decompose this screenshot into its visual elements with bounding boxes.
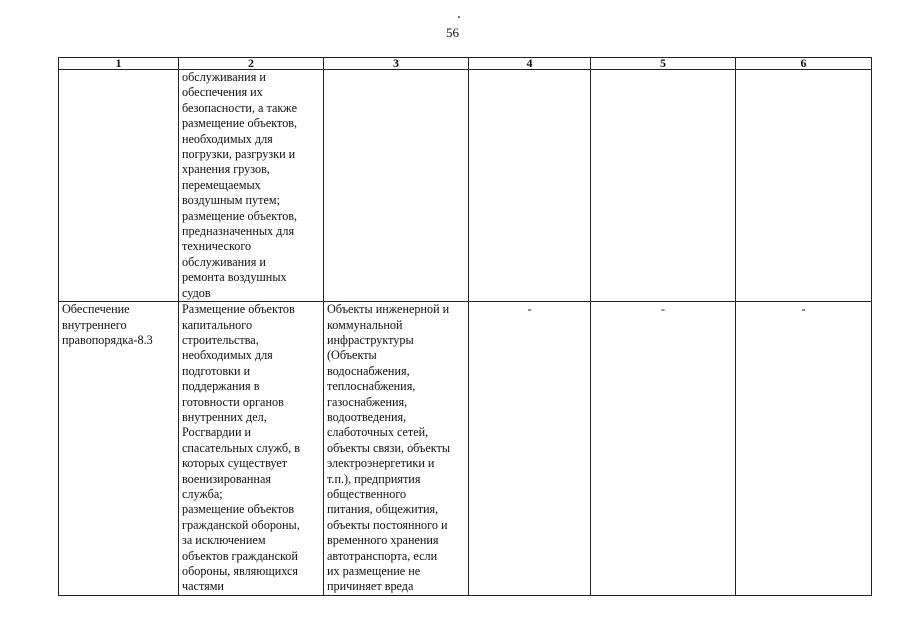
table-cell-description: обслуживания и обеспечения их безопасности, а также размещение объектов, необходимых для погрузки, разгрузки и хранения грузов, перемещаемых воздушным путем; размещение объектов, предназначенных для технического обслуживания и ремонта воздушных судов [179,70,324,302]
table-cell-col4: - [469,302,591,596]
table-cell-name: Обеспечение внутреннего правопорядка-8.3 [59,302,179,596]
page-number: 56 [446,25,459,40]
table-cell-description: Размещение объектов капитального строительства, необходимых для подготовки и поддержания в готовности органов внутренних дел, Росгвардии и спасательных служб, в которых существует военизированная служба; размещение объектов гражданской обороны, за исключением объектов гражданской обороны, являющихся частями [179,302,324,596]
header-row [59,58,872,70]
zoning-table [58,57,872,596]
column-header-1: 1 [59,58,179,70]
table-row [59,70,872,302]
column-header-6: 6 [736,58,872,70]
table-cell-col5 [591,70,736,302]
table-row [59,302,872,596]
scan-speck [458,16,460,18]
column-header-5: 5 [591,58,736,70]
table-cell-auxiliary-uses: Объекты инженерной и коммунальной инфраструктуры (Объекты водоснабжения, теплоснабжения, газоснабжения, водоотведения, слаботочных сетей, объекты связи, объекты электроэнергетики и т.п.), предприятия общественного питания, общежития, объекты постоянного и временного хранения автотранспорта, если их размещение не причиняет вреда [324,302,469,596]
table-cell-col6: - [736,302,872,596]
table-cell-auxiliary-uses [324,70,469,302]
column-header-3: 3 [324,58,469,70]
table-cell-col5: - [591,302,736,596]
column-header-4: 4 [469,58,591,70]
table-cell-col4 [469,70,591,302]
column-header-2: 2 [179,58,324,70]
table-cell-col6 [736,70,872,302]
table-cell-name [59,70,179,302]
